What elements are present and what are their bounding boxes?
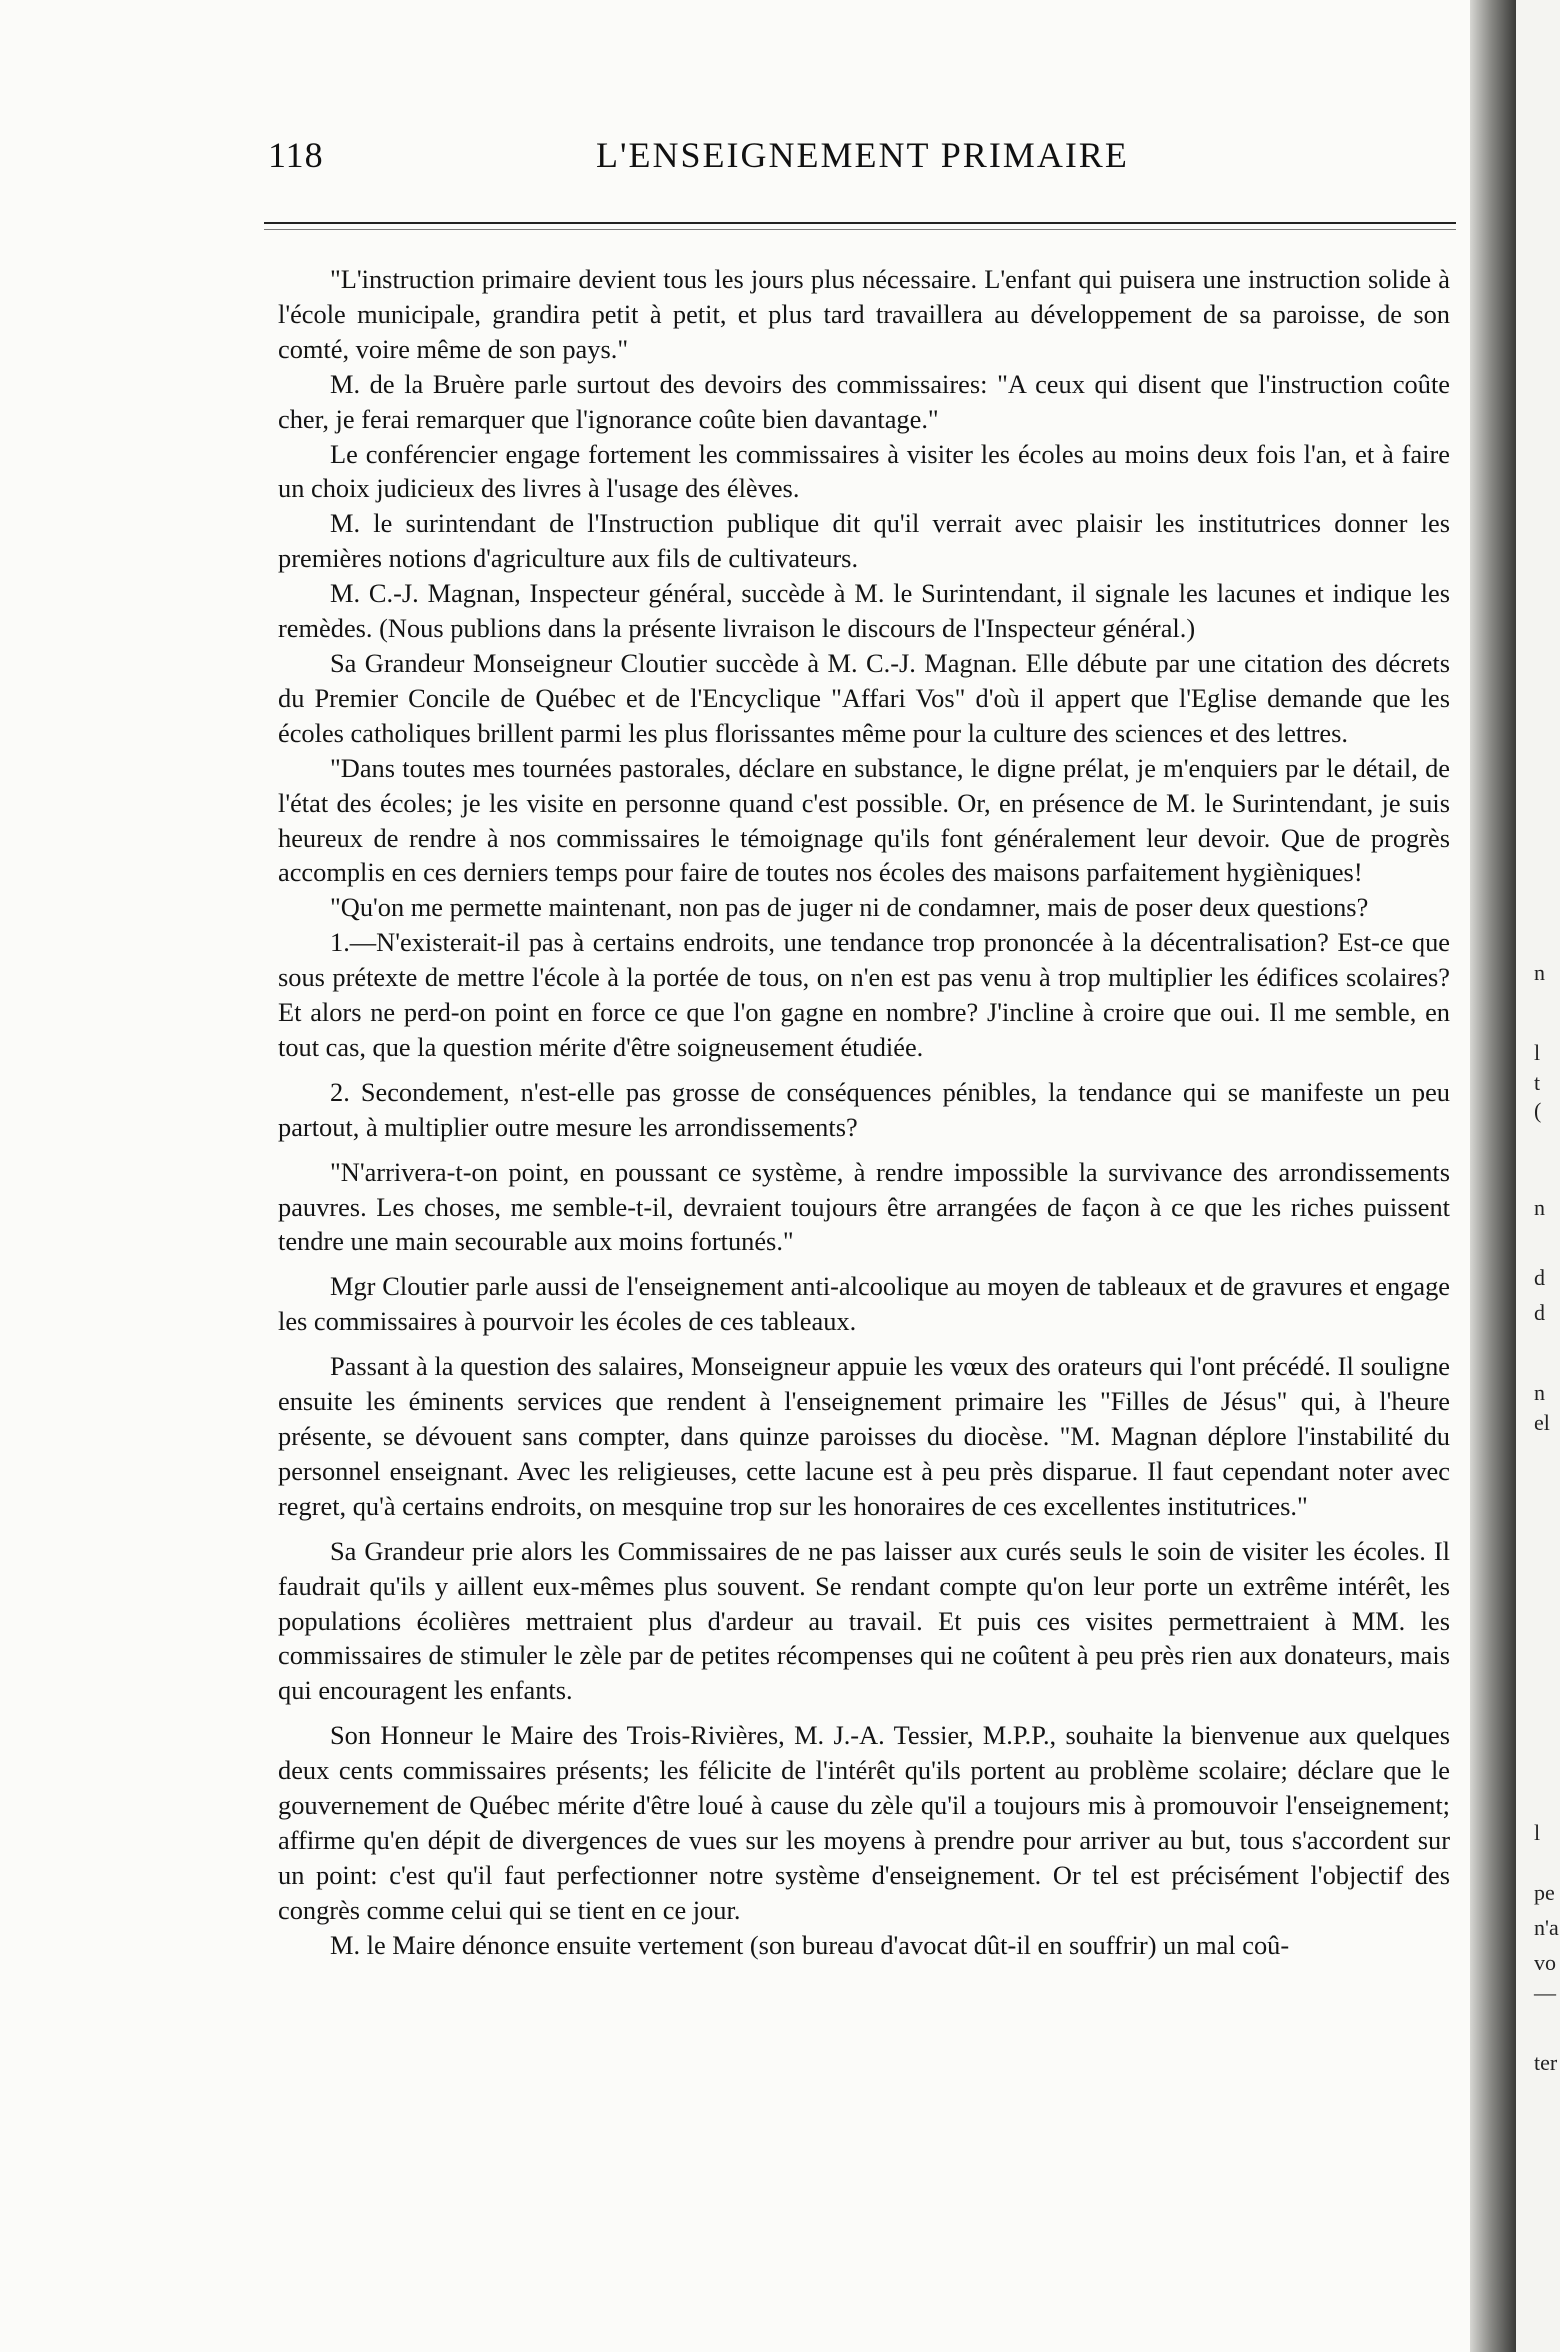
header-rule	[264, 222, 1456, 224]
facing-page-fragment: (	[1534, 1098, 1542, 1123]
facing-page-fragment: l	[1534, 1820, 1541, 1845]
facing-page-edge	[1516, 0, 1560, 2352]
running-head	[268, 134, 1458, 194]
paragraph: Mgr Cloutier parle aussi de l'enseignement anti-alcoolique au moyen de tableaux et de gravures et engage les commissaires à pourvoir les écoles de ces tableaux.	[278, 1271, 1450, 1337]
journal-title: L'ENSEIGNEMENT PRIMAIRE	[596, 135, 1129, 175]
paragraph: Le conférencier engage fortement les commissaires à visiter les écoles au moins deux fois l'an, et à faire un choix judicieux des livres à l'usage des élèves.	[278, 438, 1450, 504]
facing-page-fragment: n	[1534, 1195, 1545, 1220]
facing-page-fragment: ter	[1534, 2050, 1558, 2075]
facing-page-fragment: n	[1534, 1380, 1545, 1405]
book-gutter-shadow	[1470, 0, 1516, 2352]
facing-page-fragment: —	[1534, 1980, 1556, 2005]
facing-page-fragment: vo	[1534, 1950, 1556, 1975]
paragraph: "L'instruction primaire devient tous les jours plus nécessaire. L'enfant qui puisera une instruction solide à l'école municipale, grandira petit à petit, et plus tard travaillera au développement de sa paroisse, de son comté, voire même de son pays."	[278, 264, 1450, 364]
facing-page-fragment: t	[1534, 1070, 1541, 1095]
paragraph: 1.—N'existerait-il pas à certains endroits, une tendance trop prononcée à la décentralisation? Est-ce que sous prétexte de mettre l'école à la portée de tous, on n'en est pas venu à trop multiplier les édifices scolaires? Et alors ne perd-on point en force ce que l'on gagne en nombre? J'incline à croire que oui. Il me semble, en tout cas, que la question mérite d'être soigneusement étudiée.	[278, 927, 1450, 1062]
paragraph: Sa Grandeur prie alors les Commissaires de ne pas laisser aux curés seuls le soin de visiter les écoles. Il faudrait qu'ils y aillent eux-mêmes plus souvent. Se rendant compte qu'on leur porte un extrême intérêt, les populations écolières mettraient plus d'ardeur au travail. Et puis ces visites permettraient à MM. les commissaires de stimuler le zèle par de petites récompenses qui ne coûtent à peu près rien aux donateurs, mais qui encouragent les enfants.	[278, 1535, 1450, 1706]
paragraph: 2. Secondement, n'est-elle pas grosse de conséquences pénibles, la tendance qui se manifeste un peu partout, à multiplier outre mesure les arrondissements?	[278, 1076, 1450, 1142]
facing-page-fragment: d	[1534, 1265, 1545, 1290]
paragraph: Son Honneur le Maire des Trois-Rivières, M. J.-A. Tessier, M.P.P., souhaite la bienvenue aux quelques deux cents commissaires présents; les félicite de l'intérêt qu'ils portent au problème scolaire; déclare que le gouvernement de Québec mérite d'être loué à cause du zèle qu'il a toujours mis à promouvoir l'enseignement; affirme qu'en dépit de divergences de vues sur les moyens à prendre pour arriver au but, tous s'accordent sur un point: c'est qu'il faut perfectionner notre système d'enseignement. Or tel est précisément l'objectif des congrès comme celui qui se tient en ce jour.	[278, 1720, 1450, 1925]
paragraph: M. de la Bruère parle surtout des devoirs des commissaires: "A ceux qui disent que l'instruction coûte cher, je ferai remarquer que l'ignorance coûte bien davantage."	[278, 368, 1450, 434]
paragraph: M. le surintendant de l'Instruction publique dit qu'il verrait avec plaisir les institutrices donner les premières notions d'agriculture aux fils de cultivateurs.	[278, 508, 1450, 574]
header-rule-thin	[264, 229, 1456, 230]
facing-page-fragment: el	[1534, 1410, 1550, 1435]
paragraph: M. le Maire dénonce ensuite vertement (son bureau d'avocat dût-il en souffrir) un mal coû-	[330, 1929, 1290, 1960]
paragraph: "Qu'on me permette maintenant, non pas de juger ni de condamner, mais de poser deux questions?	[330, 892, 1369, 923]
page-number: 118	[268, 135, 324, 175]
facing-page-fragment: d	[1534, 1300, 1545, 1325]
facing-page-fragment: n	[1534, 960, 1545, 985]
paragraph: Sa Grandeur Monseigneur Cloutier succède à M. C.-J. Magnan. Elle débute par une citation des décrets du Premier Concile de Québec et de l'Encyclique "Affari Vos" d'où il appert que l'Eglise demande que les écoles catholiques brillent parmi les plus florissantes même pour la culture des sciences et des lettres.	[278, 647, 1450, 748]
paragraph: M. C.-J. Magnan, Inspecteur général, succède à M. le Surintendant, il signale les lacunes et indique les remèdes. (Nous publions dans la présente livraison le discours de l'Inspecteur général.)	[278, 578, 1450, 644]
facing-page-fragment: pe	[1534, 1880, 1555, 1905]
facing-page-fragment: n'a	[1534, 1915, 1559, 1940]
paragraph: "Dans toutes mes tournées pastorales, déclare en substance, le digne prélat, je m'enquiers par le détail, de l'état des écoles; je les visite en personne quand c'est possible. Or, en présence de M. le Surintendant, je suis heureux de rendre à nos commissaires le témoignage qu'ils font généralement leur devoir. Que de progrès accomplis en ces derniers temps pour faire de toutes nos écoles des maisons parfaitement hygièniques!	[278, 752, 1450, 888]
paragraph: Passant à la question des salaires, Monseigneur appuie les vœux des orateurs qui l'ont précédé. Il souligne ensuite les éminents services que rendent à l'enseignement primaire les "Filles de Jésus" qui, à l'heure présente, se dévouent sans compter, dans quinze paroisses du diocèse. "M. Magnan déplore l'instabilité du personnel enseignant. Avec les religieuses, cette lacune est à peu près disparue. Il faut cependant noter avec regret, qu'à certains endroits, on mesquine trop sur les honoraires de ces excellentes institutrices."	[278, 1351, 1450, 1521]
facing-page-fragment: l	[1534, 1040, 1541, 1065]
body-text	[278, 262, 1450, 1963]
paragraph: "N'arrivera-t-on point, en poussant ce système, à rendre impossible la survivance des arrondissements pauvres. Les choses, me semble-t-il, devraient toujours être arrangées de façon à ce que les riches puissent tendre une main secourable aux moins fortunés."	[278, 1156, 1450, 1257]
